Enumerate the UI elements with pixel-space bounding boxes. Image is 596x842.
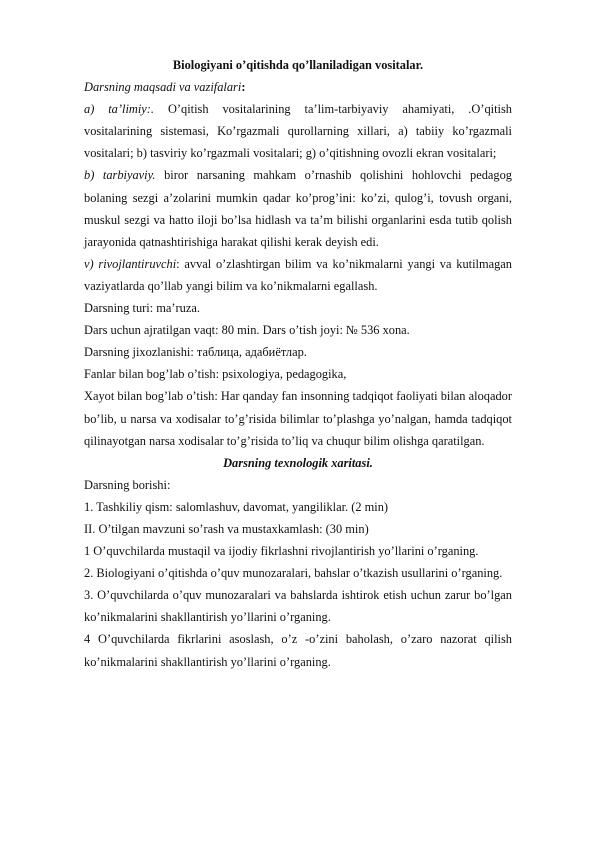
goals-heading-line xyxy=(84,76,512,98)
subject-links: Fanlar bilan bog’lab o’tish: psixologiya, pedagogika, xyxy=(84,367,347,382)
tech-map-heading: Darsning texnologik xaritasi. xyxy=(223,455,373,470)
course-heading: Darsning borishi: xyxy=(84,477,171,492)
document-title: Biologiyani o’qitishda qo’llaniladigan vositalar. xyxy=(172,58,424,72)
list-item-4: 4 O’quvchilarda fikrlarini asoslash, o’z -o’zini baholash, o’zaro nazorat qilish ko’nikmalarini shakllantirish yo’llarini o’rganing. xyxy=(84,632,512,669)
goal-b-text: biror narsaning mahkam o’rnashib qolishini hohlovchi pedagog bolaning sezgi a’zolarini mumkin qadar ko’prog’ini: ko’zi, qulog’i, tovush organi, muskul sezgi va hatto iloji bo’lsa hidlash va ta’m bilishi organlarini esda tutib qolish jarayonida qatnashtirishiga harakat qilishi kerak deyish edi. xyxy=(84,168,512,249)
goals-colon: : xyxy=(241,80,246,95)
list-item-3: 3. O’quvchilarda o’quv munozaralari va bahslarda ishtirok etish uchun zarur bo’lgan ko’nikmalarini shakllantirish yo’llarini o’rganing. xyxy=(84,588,512,625)
document-page xyxy=(84,54,512,673)
lesson-equipment: Darsning jixozlanishi: таблица, адабиётлар. xyxy=(84,345,307,360)
goal-v-label: v) rivojlantiruvchi xyxy=(84,256,177,271)
goal-a-label: a) ta’limiy:. xyxy=(84,102,155,117)
life-links-paragraph: Xayot bilan bog’lab o’tish: Har qanday fan insonning tadqiqot faoliyati bilan aloqador bo’lib, u narsa va xodisalar to’g’risida bilimlar to’plashga yo’nalgan, hamda tadqiqot qilinayotgan narsa xodisalar to’g’risida to’liq va chuqur bilim olishga qaratilgan. xyxy=(84,389,512,448)
lesson-time-place: Dars uchun ajratilgan vaqt: 80 min. Dars o’tish joyi: № 536 xona. xyxy=(84,323,410,338)
step-1: 1. Tashkiliy qism: salomlashuv, davomat, yangiliklar. (2 min) xyxy=(84,499,389,514)
goal-a-paragraph xyxy=(84,98,512,164)
goal-v-paragraph xyxy=(84,253,512,297)
goal-a-text: O’qitish vositalarining ta’lim-tarbiyaviy ahamiyati, .O’qitish vositalarining sistemasi, Ko’rgazmali qurollarning xillari, a) tabiiy ko’rgazmali vositalari; b) tasviriy ko’rgazmali vositalari; g) o’qitishning ovozli ekran vositalari; xyxy=(84,102,512,161)
list-item-2: 2. Biologiyani o’qitishda o’quv munozaralari, bahslar o’tkazish usullarini o’rganing. xyxy=(84,566,503,581)
goal-b-label: b) tarbiyaviy. xyxy=(84,168,156,183)
goal-v-text: : avval o’zlashtirgan bilim va ko’nikmalarni yangi va kutilmagan vaziyatlarda qo’llab yangi bilim va ko’nikmalarni egallash. xyxy=(84,256,512,293)
lesson-type: Darsning turi: ma’ruza. xyxy=(84,301,200,316)
list-item-1: 1 O’quvchilarda mustaqil va ijodiy fikrlashni rivojlantirish yo’llarini o’rganing. xyxy=(84,544,479,559)
goals-heading: Darsning maqsadi va vazifalari xyxy=(84,80,242,95)
step-2: II. O’tilgan mavzuni so’rash va mustaxkamlash: (30 min) xyxy=(84,521,369,536)
goal-b-paragraph xyxy=(84,164,512,252)
